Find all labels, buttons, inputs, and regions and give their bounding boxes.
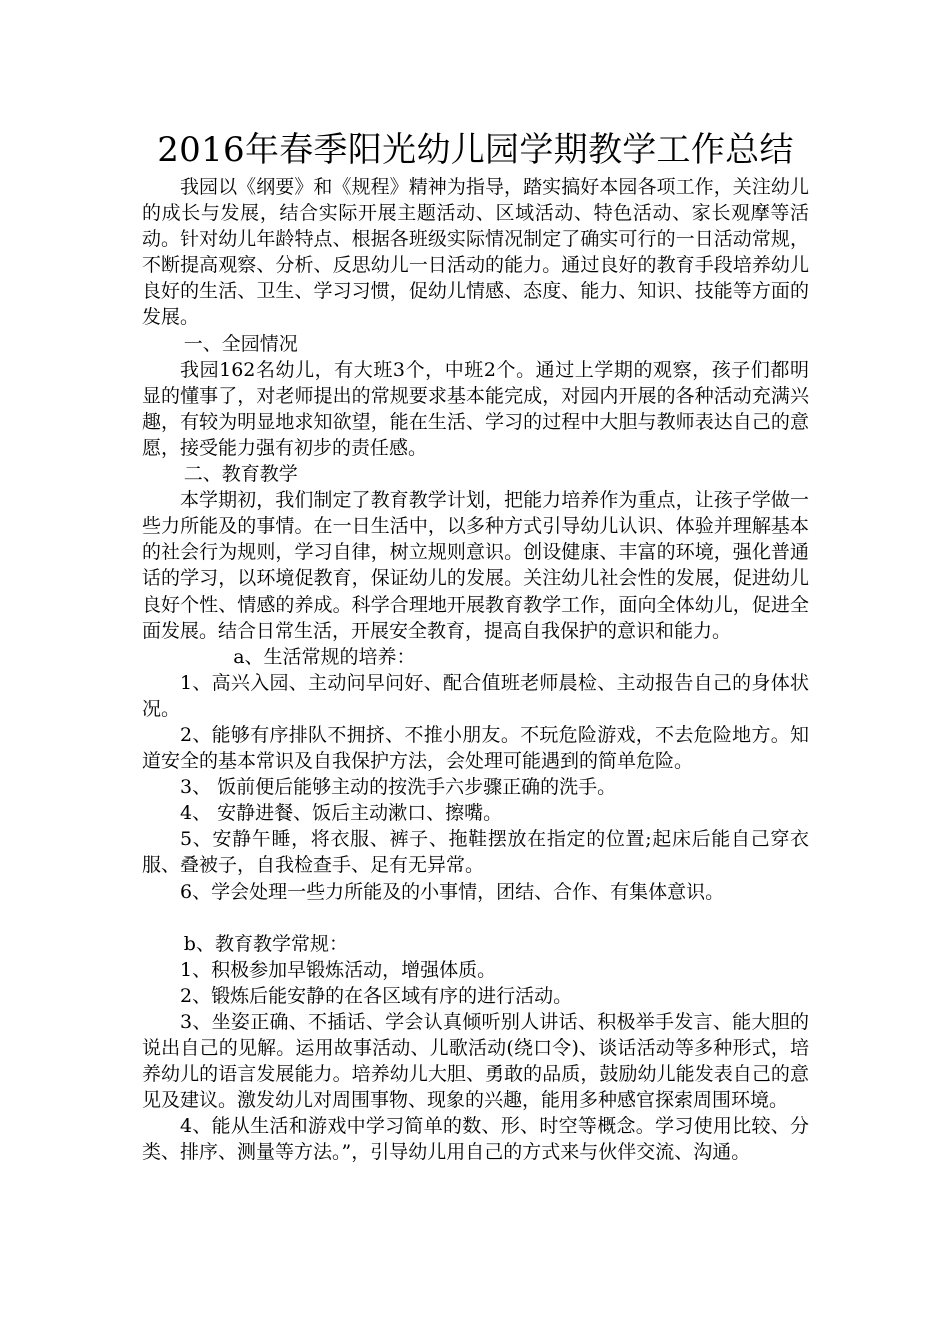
section-paragraph-teaching: 本学期初，我们制定了教育教学计划，把能力培养作为重点，让孩子学做一些力所能及的事情。在一日生活中，以多种方式引导幼儿认识、体验并理解基本的社会行为规则，学习自律，树立规则意识。创设健康、丰富的环境，强化普通话的学习，以环境促教育，保证幼儿的发展。关注幼儿社会性的发展，促进幼儿良好个性、情感的养成。科学合理地开展教育教学工作，面向全体幼儿，促进全面发展。结合日常生活，开展安全教育，提高自我保护的意识和能力。 [142, 489, 809, 642]
list-item: 4、能从生活和游戏中学习简单的数、形、时空等概念。学习使用比较、分类、排序、测量等方法。”，引导幼儿用自己的方式来与伙伴交流、沟通。 [142, 1115, 809, 1164]
list-item: 2、能够有序排队不拥挤、不推小朋友。不玩危险游戏，不去危险地方。知道安全的基本常识及自我保护方法，会处理可能遇到的简单危险。 [142, 723, 809, 773]
list-item: 4、 安静进餐、饭后主动漱口、擦嘴。 [180, 802, 503, 825]
list-item: 1、高兴入园、主动问早问好、配合值班老师晨检、主动报告自己的身体状况。 [142, 671, 809, 720]
document-body [142, 128, 809, 1165]
list-item: 2、锻炼后能安静的在各区域有序的进行活动。 [180, 984, 573, 1007]
section-heading-teaching: 二、教育教学 [183, 463, 298, 486]
blank-line [142, 905, 809, 931]
list-item: 5、安静午睡，将衣服、裤子、拖鞋摆放在指定的位置;起床后能自己穿衣服、叠被子，自我检查手、足有无异常。 [142, 828, 809, 877]
subsection-heading-teaching-routine: b、教育教学常规： [183, 932, 348, 955]
intro-paragraph: 我园以《纲要》和《规程》精神为指导，踏实搞好本园各项工作，关注幼儿的成长与发展，结合实际开展主题活动、区域活动、特色活动、家长观摩等活动。针对幼儿年龄特点、根据各班级实际情况制定了确实可行的一日活动常规，不断提高观察、分析、反思幼儿一日活动的能力。通过良好的教育手段培养幼儿良好的生活、卫生、学习习惯，促幼儿情感、态度、能力、知识、技能等方面的发展。 [142, 176, 809, 329]
section-paragraph-overview: 我园162名幼儿，有大班3个，中班2个。通过上学期的观察，孩子们都明显的懂事了，对老师提出的常规要求基本能完成，对园内开展的各种活动充满兴趣，有较为明显地求知欲望，能在生活、学习的过程中大胆与教师表达自己的意愿，接受能力强有初步的责任感。 [142, 358, 809, 459]
subsection-heading-daily-routine: a、生活常规的培养： [233, 645, 416, 668]
list-item: 1、积极参加早锻炼活动，增强体质。 [180, 958, 497, 981]
document-title: 2016年春季阳光幼儿园学期教学工作总结 [157, 130, 794, 170]
list-item: 3、坐姿正确、不插话、学会认真倾听别人讲话、积极举手发言、能大胆的说出自己的见解。运用故事活动、儿歌活动(绕口令)、谈话活动等多种形式，培养幼儿的语言发展能力。培养幼儿大胆、勇敢的品质，鼓励幼儿能发表自己的意见及建议。激发幼儿对周围事物、现象的兴趣，能用多种感官探索周围环境。 [142, 1010, 809, 1112]
section-heading-overview: 一、全园情况 [183, 332, 298, 355]
list-item: 3、 饭前便后能够主动的按洗手六步骤正确的洗手。 [180, 776, 617, 799]
list-item: 6、学会处理一些力所能及的小事情，团结、合作、有集体意识。 [180, 880, 725, 903]
